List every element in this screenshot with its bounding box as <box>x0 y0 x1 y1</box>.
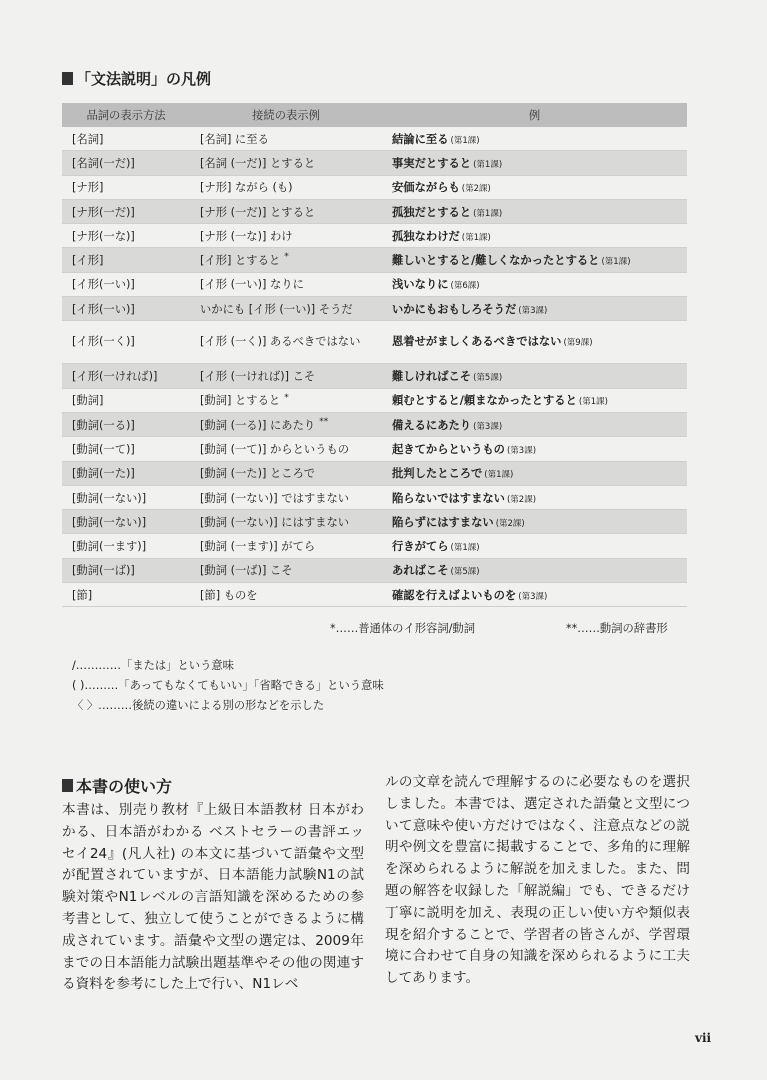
example-cell <box>382 321 687 364</box>
connection-text: [動詞] とすると <box>200 394 281 408</box>
example-text: 孤独だとすると <box>392 205 472 219</box>
table-row <box>62 461 687 485</box>
connection-example-cell <box>190 461 382 485</box>
table-row <box>62 437 687 461</box>
connection-text: [動詞 (一て)] からというもの <box>200 442 350 456</box>
asterisk-mark: ** <box>319 416 329 427</box>
example-cell <box>382 175 687 199</box>
pos-notation-cell: [名詞] <box>62 127 190 151</box>
example-text: あればこそ <box>392 564 449 578</box>
legend-table <box>62 103 687 607</box>
example-cell <box>382 297 687 321</box>
connection-example-cell <box>190 437 382 461</box>
lesson-ref: (第5課) <box>450 567 480 578</box>
connection-example-cell <box>190 534 382 558</box>
connection-example-cell <box>190 558 382 582</box>
lesson-ref: (第6課) <box>450 281 480 292</box>
example-text: いかにもおもしろそうだ <box>392 302 517 316</box>
connection-text: [イ形] とすると <box>200 254 281 268</box>
connection-example-cell <box>190 248 382 272</box>
example-text: 安価ながらも <box>392 181 460 195</box>
example-text: 恩着せがましくあるべきではない <box>392 334 562 348</box>
pos-notation-cell: [イ形] <box>62 248 190 272</box>
symbol-legend <box>72 656 384 716</box>
lesson-ref: (第1課) <box>450 543 480 554</box>
connection-example-cell <box>190 412 382 436</box>
connection-example-cell <box>190 364 382 388</box>
lesson-ref: (第1課) <box>450 135 480 146</box>
connection-text: [名詞 (一だ)] とすると <box>200 156 316 170</box>
connection-example-cell <box>190 297 382 321</box>
table-row <box>62 199 687 223</box>
example-cell <box>382 388 687 412</box>
table-row <box>62 583 687 607</box>
paragraph: 本書は、別売り教材『上級日本語教材 日本がわかる、日本語がわかる ベストセラーの書評エッセイ24』(凡人社) の本文に基づいて語彙や文型が配置されていますが、日本語能力試験N1の試験対策やN1レベルの言語知識を深めるための参考書として、独立して使うことができるように構成されています。語彙や文型の選定は、2009年までの日本語能力試験出題基準やその他の関連する資料を参考にした上で行い、N1レベ <box>62 802 364 993</box>
example-text: 頼むとすると/頼まなかったとすると <box>392 394 577 408</box>
example-text: 事実だとすると <box>392 156 472 170</box>
lesson-ref: (第2課) <box>461 184 491 195</box>
example-text: 確認を行えばよいものを <box>392 588 517 602</box>
pos-notation-cell: [動詞(一ない)] <box>62 485 190 509</box>
table-row <box>62 388 687 412</box>
connection-example-cell <box>190 175 382 199</box>
lesson-ref: (第1課) <box>601 257 631 268</box>
pos-notation-cell: [イ形(一ければ)] <box>62 364 190 388</box>
column-header: 品詞の表示方法 <box>62 103 190 127</box>
pos-notation-cell: [動詞] <box>62 388 190 412</box>
example-cell <box>382 485 687 509</box>
example-cell <box>382 510 687 534</box>
example-text: 難しいとすると/難しくなかったとすると <box>392 254 600 268</box>
connection-text: [動詞 (一た)] ところで <box>200 467 316 481</box>
pos-notation-cell: [動詞(一ない)] <box>62 510 190 534</box>
connection-example-cell <box>190 583 382 607</box>
connection-example-cell <box>190 510 382 534</box>
lesson-ref: (第3課) <box>518 305 548 316</box>
connection-example-cell <box>190 485 382 509</box>
lesson-ref: (第1課) <box>461 232 491 243</box>
example-text: 結論に至る <box>392 132 449 146</box>
pos-notation-cell: [動詞(一て)] <box>62 437 190 461</box>
example-cell <box>382 224 687 248</box>
example-text: 浅いなりに <box>392 278 449 292</box>
column-header: 接続の表示例 <box>190 103 382 127</box>
example-cell <box>382 583 687 607</box>
lesson-ref: (第3課) <box>506 445 537 456</box>
lesson-ref: (第1課) <box>473 208 503 219</box>
lesson-ref: (第2課) <box>506 494 537 505</box>
table-row <box>62 127 687 151</box>
lesson-ref: (第1課) <box>484 470 514 481</box>
connection-text: [イ形 (一ければ)] こそ <box>200 370 316 384</box>
table-row <box>62 510 687 534</box>
paragraph: ルの文章を読んで理解するのに必要なものを選択しました。本書では、選定された語彙と文型について意味や使い方だけではなく、注意点などの説明や例文を豊富に掲載することで、多角的に理解を深められるように解説を加えました。また、問題の解答を収録した「解説編」でも、できるだけ丁寧に説明を加え、表現の正しい使い方や類似表現を紹介することで、学習者の皆さんが、学習環境に合わせて自身の知識を深められるように工夫してあります。 <box>385 774 690 987</box>
example-text: 難しければこそ <box>392 370 472 384</box>
table-row <box>62 534 687 558</box>
example-cell <box>382 412 687 436</box>
table-row <box>62 297 687 321</box>
connection-example-cell <box>190 199 382 223</box>
footnote-asterisk: *……普通体のイ形容詞/動詞 <box>330 622 476 635</box>
table-row <box>62 151 687 175</box>
example-text: 陥らずにはすまない <box>392 515 494 529</box>
example-cell <box>382 248 687 272</box>
lesson-ref: (第3課) <box>473 421 503 432</box>
example-cell <box>382 272 687 296</box>
connection-text: [イ形 (一く)] あるべきではない <box>200 335 361 349</box>
table-row <box>62 272 687 296</box>
pos-notation-cell: [イ形(一い)] <box>62 297 190 321</box>
example-text: 批判したところで <box>392 467 483 481</box>
pos-notation-cell: [イ形(一く)] <box>62 321 190 364</box>
pos-notation-cell: [動詞(一た)] <box>62 461 190 485</box>
example-cell <box>382 534 687 558</box>
lesson-ref: (第1課) <box>578 397 608 408</box>
body-text-right-column <box>385 772 690 990</box>
table-row <box>62 412 687 436</box>
table-row <box>62 224 687 248</box>
lesson-ref: (第3課) <box>518 591 548 602</box>
section-title: 「文法説明」の凡例 <box>76 70 212 88</box>
footnote-double-asterisk: **……動詞の辞書形 <box>566 622 668 635</box>
section-heading-legend <box>62 68 211 89</box>
table-row <box>62 175 687 199</box>
table-row <box>62 248 687 272</box>
example-text: 陥らないではすまない <box>392 491 505 505</box>
lesson-ref: (第5課) <box>473 373 503 384</box>
example-cell <box>382 558 687 582</box>
example-cell <box>382 437 687 461</box>
square-bullet-icon <box>62 72 73 85</box>
asterisk-mark: * <box>284 252 289 263</box>
connection-text: [動詞 (一ない)] ではすまない <box>200 491 350 505</box>
connection-text: [ナ形 (一な)] わけ <box>200 229 293 243</box>
connection-text: [動詞 (一ます)] がてら <box>200 540 316 554</box>
connection-example-cell <box>190 127 382 151</box>
pos-notation-cell: [節] <box>62 583 190 607</box>
table-header-row <box>62 103 687 127</box>
pos-notation-cell: [ナ形(一な)] <box>62 224 190 248</box>
connection-text: [名詞] に至る <box>200 132 269 146</box>
connection-text: [動詞 (一ば)] こそ <box>200 564 293 578</box>
example-text: 孤独なわけだ <box>392 229 460 243</box>
connection-text: [イ形 (一い)] なりに <box>200 278 304 292</box>
example-text: 起きてからというもの <box>392 442 505 456</box>
pos-notation-cell: [動詞(一ば)] <box>62 558 190 582</box>
pos-notation-cell: [動詞(一ます)] <box>62 534 190 558</box>
symbol-legend-item: 〈 〉………後続の違いによる別の形などを示した <box>72 699 325 712</box>
lesson-ref: (第2課) <box>495 518 525 529</box>
example-cell <box>382 364 687 388</box>
section-title: 本書の使い方 <box>76 777 173 796</box>
column-header: 例 <box>382 103 687 127</box>
body-text-left-column <box>62 800 364 996</box>
example-text: 備えるにあたり <box>392 418 472 432</box>
pos-notation-cell: [動詞(一る)] <box>62 412 190 436</box>
connection-text: [動詞 (一ない)] にはすまない <box>200 515 350 529</box>
pos-notation-cell: [ナ形] <box>62 175 190 199</box>
connection-text: [ナ形 (一だ)] とすると <box>200 205 316 219</box>
connection-text: いかにも [イ形 (一い)] そうだ <box>200 302 353 316</box>
table-row <box>62 485 687 509</box>
lesson-ref: (第9課) <box>563 337 593 348</box>
example-cell <box>382 199 687 223</box>
square-bullet-icon <box>62 779 73 792</box>
page-number: vii <box>695 1031 712 1045</box>
connection-text: [ナ形] ながら (も) <box>200 181 293 195</box>
connection-text: [節] ものを <box>200 588 258 602</box>
example-cell <box>382 461 687 485</box>
table-row <box>62 364 687 388</box>
connection-example-cell <box>190 321 382 364</box>
connection-example-cell <box>190 388 382 412</box>
connection-example-cell <box>190 224 382 248</box>
example-text: 行きがてら <box>392 540 449 554</box>
symbol-legend-item: ( )………「あってもなくてもいい」「省略できる」という意味 <box>72 679 384 692</box>
connection-text: [動詞 (一る)] にあたり <box>200 418 316 432</box>
pos-notation-cell: [名詞(一だ)] <box>62 151 190 175</box>
asterisk-mark: * <box>284 392 289 403</box>
connection-example-cell <box>190 151 382 175</box>
connection-example-cell <box>190 272 382 296</box>
pos-notation-cell: [イ形(一い)] <box>62 272 190 296</box>
section-heading-usage <box>62 774 172 797</box>
pos-notation-cell: [ナ形(一だ)] <box>62 199 190 223</box>
example-cell <box>382 127 687 151</box>
symbol-legend-item: /…………「または」という意味 <box>72 659 234 672</box>
table-row <box>62 321 687 364</box>
lesson-ref: (第1課) <box>473 159 503 170</box>
example-cell <box>382 151 687 175</box>
table-row <box>62 558 687 582</box>
